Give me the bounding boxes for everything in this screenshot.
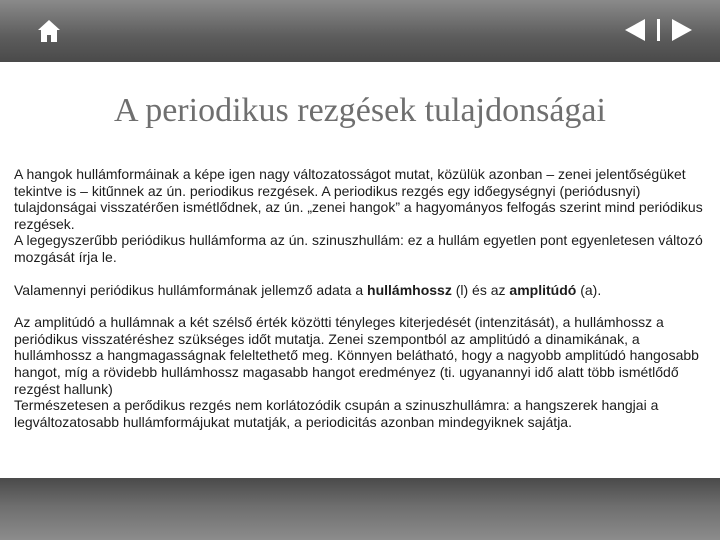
top-toolbar [0, 0, 720, 62]
text-after: (a). [576, 281, 602, 298]
text-middle: (l) és az [451, 281, 510, 298]
left-arrow-icon[interactable] [623, 17, 647, 43]
bottom-bar [0, 478, 720, 540]
home-icon[interactable] [36, 18, 62, 44]
paragraph-characteristics [14, 282, 706, 299]
nav-separator [657, 19, 660, 41]
right-arrow-icon[interactable] [670, 17, 694, 43]
paragraph-amplitude-explanation: Az amplitúdó a hullámnak a két szélső érték közötti tényleges kiterjedését (intenzitását), a hullámhossz a periódikus visszatéréshez szükséges időt mutatja. Zenei szempontból az amplitúdó a dinamikának, a hullámhossz a hangmagasságnak feleltethető meg. Könnyen belátható, hogy a nagyobb amplitúdó hangosabb hangot, míg a rövidebb hullámhossz magasabb hangot eredményez (ti. ugyanannyi idő alatt több ismétlődő rezgést hallunk) [14, 314, 699, 397]
paragraph-sine-wave: A legegyszerűbb periódikus hullámforma az ún. szinuszhullám: ez a hullám egyetlen pont egyenletesen változó mozgását írja le. [14, 232, 703, 265]
slide-body [14, 166, 706, 430]
page-title: A periodikus rezgések tulajdonságai [114, 92, 606, 129]
slide-navigation [623, 17, 694, 43]
paragraph-periodicity: Természetesen a perődikus rezgés nem korlátozódik csupán a szinuszhullámra: a hangszerek hangjai a legváltozatosabb hullámformájukat mutatják, a periodicitás azonban mindegyiknek sajátja. [14, 397, 659, 430]
text-before: Valamennyi periódikus hullámformának jellemző adata a [14, 281, 368, 298]
term-wavelength: hullámhossz [367, 281, 452, 298]
paragraph-periodic-intro: A hangok hullámformáinak a képe igen nagy változatosságot mutat, közülük azonban – zenei jelentőségüket tekintve is – kitűnnek az ún. periodikus rezgések. A periodikus rezgés egy időegységnyi (periódusnyi) tulajdonságai visszatérően ismétlődnek, az ún. „zenei hangok” a hagyományos felfogás szerint mind periódikus rezgések. [14, 166, 703, 232]
term-amplitude: amplitúdó [509, 281, 577, 298]
